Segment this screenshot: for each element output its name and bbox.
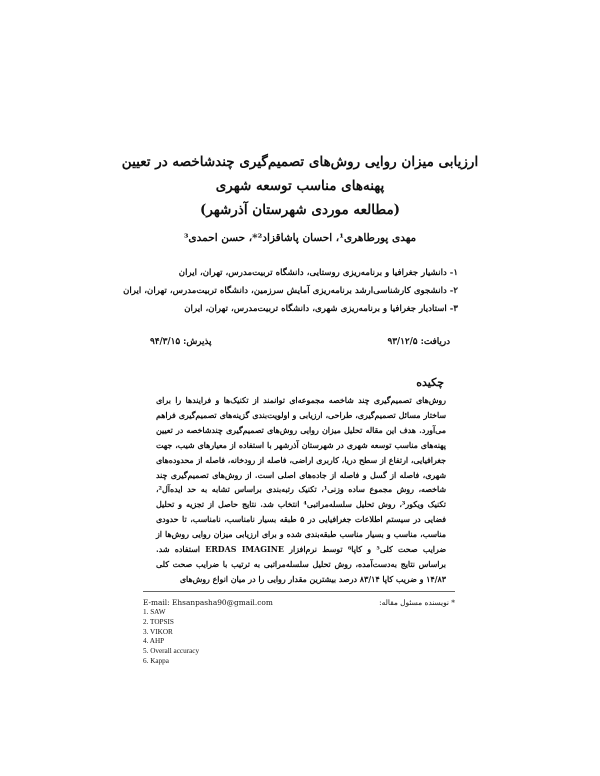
footnote-list — [143, 608, 343, 667]
footnote-item: 1. SAW — [143, 608, 166, 616]
footnote-divider — [143, 591, 455, 592]
paper-title — [90, 150, 510, 222]
footnote-item: 6. Kappa — [143, 656, 169, 665]
title-line-2: پهنه‌های مناسب توسعه شهری — [215, 178, 385, 194]
corresponding-label: * نویسنده مسئول مقاله: — [379, 598, 455, 607]
footnote-item: 4. AHP — [143, 637, 165, 646]
footnote-item: 3. VIKOR — [143, 627, 173, 636]
title-line-1: ارزیابی میزان روایی روش‌های تصمیم‌گیری چندشاخصه در تعیین — [121, 154, 479, 170]
footnote-item: 5. Overall accuracy — [143, 647, 200, 656]
abstract-heading: چکیده — [416, 376, 444, 389]
footnote-item: 2. TOPSIS — [143, 617, 174, 626]
accepted-date: پذیرش: ۹۴/۳/۱۵ — [150, 337, 212, 347]
affiliation-3: ۳- استادیار جغرافیا و برنامه‌ریزی شهری، دانشگاه تربیت‌مدرس، تهران، ایران — [184, 304, 458, 314]
affiliation-2: ۲- دانشجوی کارشناسی‌ارشد برنامه‌ریزی آمایش سرزمین، دانشگاه تربیت‌مدرس، تهران، ایران — [123, 286, 458, 296]
title-line-3: (مطالعه موردی شهرستان آذرشهر) — [199, 202, 401, 218]
abstract-body: روش‌های تصمیم‌گیری چند شاخصه مجموعه‌ای توانمند از تکنیک‌ها و فرایندها را برای ساختار مسائل تصمیم‌گیری، طراحی، ارزیابی و اولویت‌بندی گزینه‌های تصمیم‌گیری فراهم می‌آورد. هدف این مقاله تحلیل میزان روایی روش‌های تصمیم‌گیری چندشاخصه در تعیین پهنه‌های مناسب توسعه شهری در شهرستان آذرشهر با استفاده از معیارهای شیب، جهت جغرافیایی، ارتفاع از سطح دریا، کاربری اراضی، فاصله از رودخانه، فاصله از محدوده‌های شهری، فاصله از گسل و فاصله از جاده‌های اصلی است. از روش‌های تصمیم‌گیری چند شاخصه، روش مجموع ساده وزنی¹، تکنیک رتبه‌بندی براساس تشابه به حد ایده‌آل²، تکنیک ویکور³، روش تحلیل سلسله‌مراتبی⁴ انتخاب شد. نتایج حاصل از تجزیه و تحلیل فضایی در سیستم اطلاعات جغرافیایی در ۵ طبقه بسیار نامناسب، نامناسب، تا حدودی مناسب، مناسب و بسیار مناسب طبقه‌بندی شده و برای ارزیابی میزان روایی روش‌ها از ضرایب صحت کلی⁵ و کاپا⁶ توسط نرم‌افزار ERDAS IMAGINE استفاده شد. براساس نتایج به‌دست‌آمده، روش تحلیل سلسله‌مراتبی به ترتیب با ضرایب صحت کلی ۱۴/۸۳ و ضریب کاپا ۸۳/۱۴ درصد بیشترین مقدار روایی را در میان انواع روش‌های — [156, 396, 447, 584]
author-list: مهدی پورطاهری¹، احسان پاشاقزاد²*، حسن احمدی³ — [183, 232, 417, 244]
affiliations — [123, 264, 458, 318]
received-date: دریافت: ۹۳/۱۲/۵ — [387, 337, 450, 347]
affiliation-1: ۱- دانشیار جغرافیا و برنامه‌ریزی روستایی، دانشگاه تربیت‌مدرس، تهران، ایران — [178, 268, 458, 278]
author-email: E-mail: Ehsanpasha90@gmail.com — [143, 598, 273, 607]
